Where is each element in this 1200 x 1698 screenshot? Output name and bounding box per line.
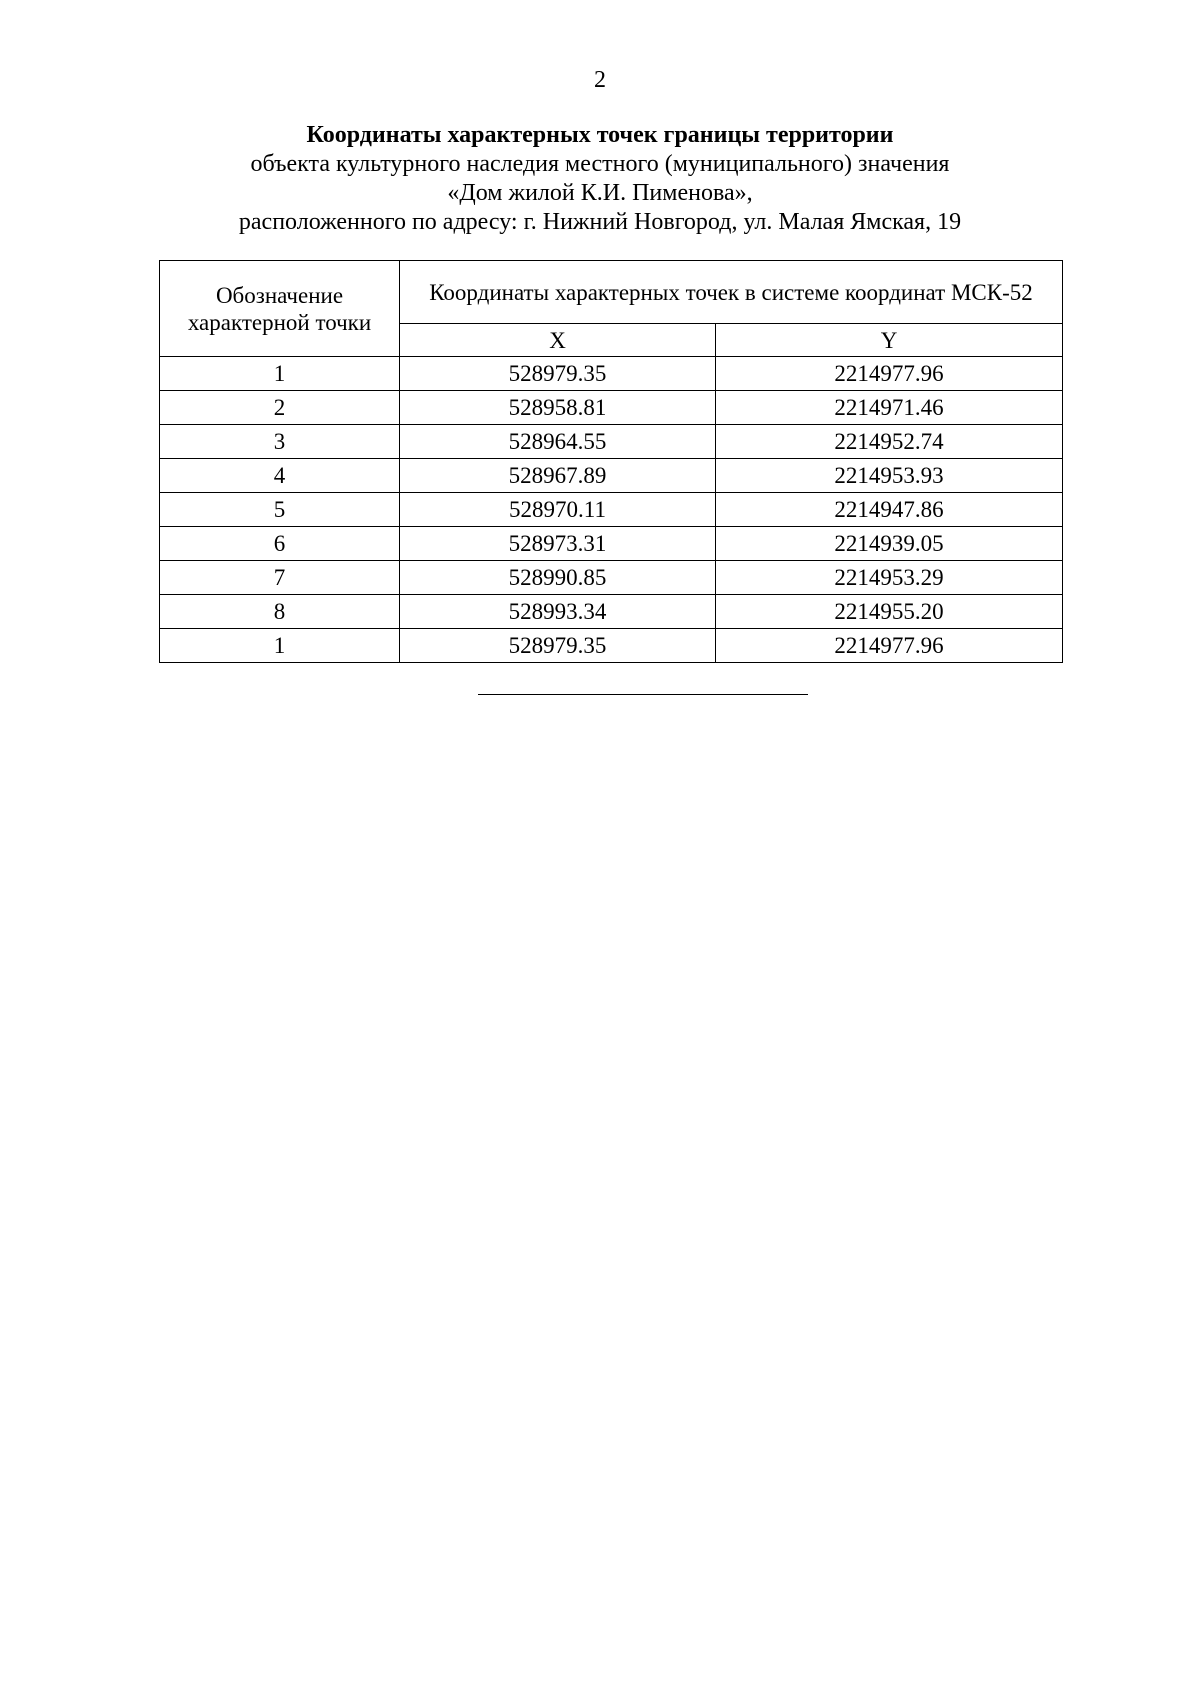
y-cell: 2214947.86 [716, 493, 1063, 527]
y-column-header: Y [716, 324, 1063, 357]
y-cell: 2214952.74 [716, 425, 1063, 459]
heading-title: Координаты характерных точек границы территории [306, 122, 894, 148]
point-designation-header: Обозначение характерной точки [160, 261, 400, 357]
x-cell: 528967.89 [400, 459, 716, 493]
heading-line-address: расположенного по адресу: г. Нижний Новгород, ул. Малая Ямская, 19 [238, 209, 962, 235]
y-cell: 2214953.29 [716, 561, 1063, 595]
point-cell: 1 [160, 629, 400, 663]
table-row [160, 527, 1063, 561]
x-cell: 528990.85 [400, 561, 716, 595]
table-row [160, 629, 1063, 663]
table-row [160, 561, 1063, 595]
point-cell: 7 [160, 561, 400, 595]
heading-line-object: объекта культурного наследия местного (муниципального) значения [250, 151, 950, 177]
point-cell: 1 [160, 357, 400, 391]
y-cell: 2214953.93 [716, 459, 1063, 493]
table-row [160, 391, 1063, 425]
heading-line-name: «Дом жилой К.И. Пименова», [447, 180, 753, 206]
x-column-header: X [400, 324, 716, 357]
y-cell: 2214955.20 [716, 595, 1063, 629]
point-cell: 4 [160, 459, 400, 493]
y-cell: 2214939.05 [716, 527, 1063, 561]
point-cell: 6 [160, 527, 400, 561]
point-cell: 8 [160, 595, 400, 629]
x-cell: 528958.81 [400, 391, 716, 425]
x-cell: 528964.55 [400, 425, 716, 459]
table-row [160, 493, 1063, 527]
point-cell: 5 [160, 493, 400, 527]
x-cell: 528979.35 [400, 629, 716, 663]
x-cell: 528993.34 [400, 595, 716, 629]
coordinates-system-header: Координаты характерных точек в системе координат МСК-52 [400, 261, 1063, 324]
x-cell: 528970.11 [400, 493, 716, 527]
coordinates-table [159, 260, 1063, 663]
table-header-row [160, 261, 1063, 324]
x-cell: 528979.35 [400, 357, 716, 391]
table-row [160, 459, 1063, 493]
table-row [160, 357, 1063, 391]
closing-rule-line [478, 694, 808, 695]
y-cell: 2214971.46 [716, 391, 1063, 425]
page-number: 2 [594, 67, 606, 93]
y-cell: 2214977.96 [716, 357, 1063, 391]
x-cell: 528973.31 [400, 527, 716, 561]
table-row [160, 425, 1063, 459]
table-row [160, 595, 1063, 629]
y-cell: 2214977.96 [716, 629, 1063, 663]
document-heading [0, 121, 1200, 237]
point-cell: 3 [160, 425, 400, 459]
point-cell: 2 [160, 391, 400, 425]
